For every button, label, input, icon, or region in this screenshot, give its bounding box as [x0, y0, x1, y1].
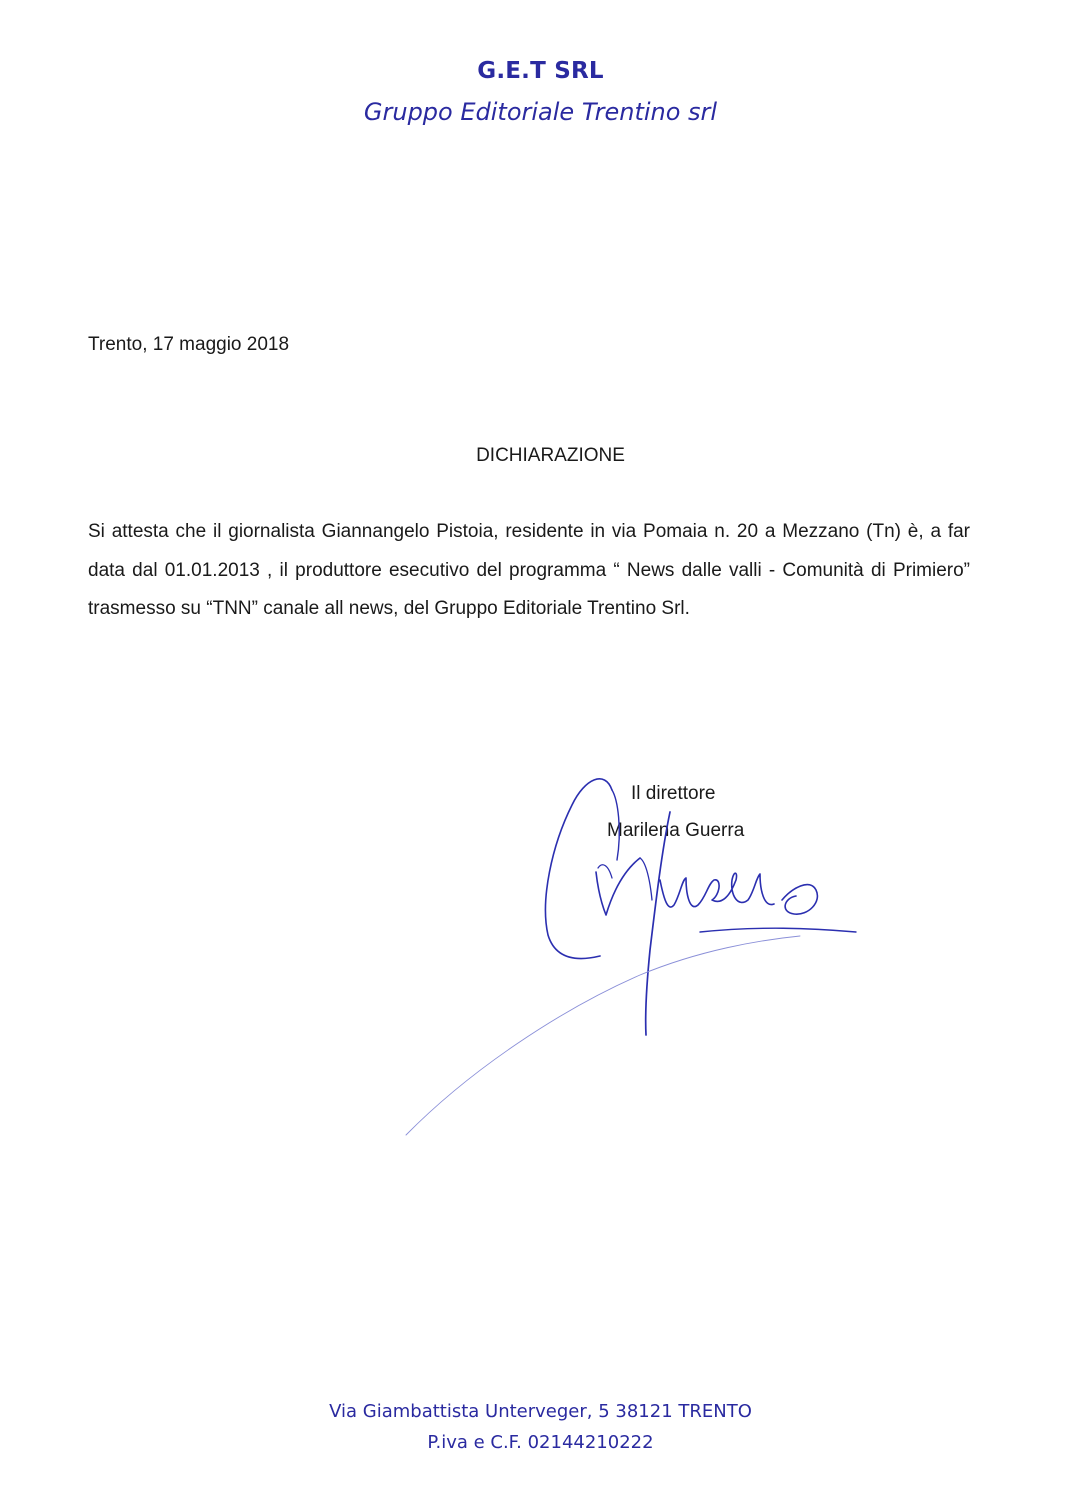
- signer-role: Il direttore: [631, 783, 716, 804]
- signature-v-stroke: [596, 858, 640, 915]
- signature-cursive-letters: [660, 873, 774, 907]
- document-title: DICHIARAZIONE: [476, 445, 625, 466]
- company-name: G.E.T SRL: [477, 58, 604, 84]
- date-line: Trento, 17 maggio 2018: [88, 334, 290, 355]
- footer-vat-number: P.iva e C.F. 02144210222: [427, 1432, 654, 1453]
- footer-address: Via Giambattista Unterveger, 5 38121 TRENTO: [329, 1401, 752, 1422]
- signer-name: Marilena Guerra: [607, 820, 745, 841]
- company-subtitle: Gruppo Editoriale Trentino srl: [363, 98, 718, 126]
- signature-tail: [406, 936, 800, 1135]
- signature-final-loop: [782, 885, 817, 915]
- signature-descender: [646, 812, 670, 1035]
- signature-underline: [700, 928, 856, 932]
- signature-loop-stroke: [545, 779, 612, 959]
- declaration-body: Si attesta che il giornalista Giannangelo Pistoia, residente in via Pomaia n. 20 a Mezzano (Tn) è, a far data dal 01.01.2013 , il produttore esecutivo del programma “ News dalle valli - Comunità di Primiero” trasmesso su “TNN” canale all news, del Gruppo Editoriale Trentino Srl.: [88, 521, 970, 619]
